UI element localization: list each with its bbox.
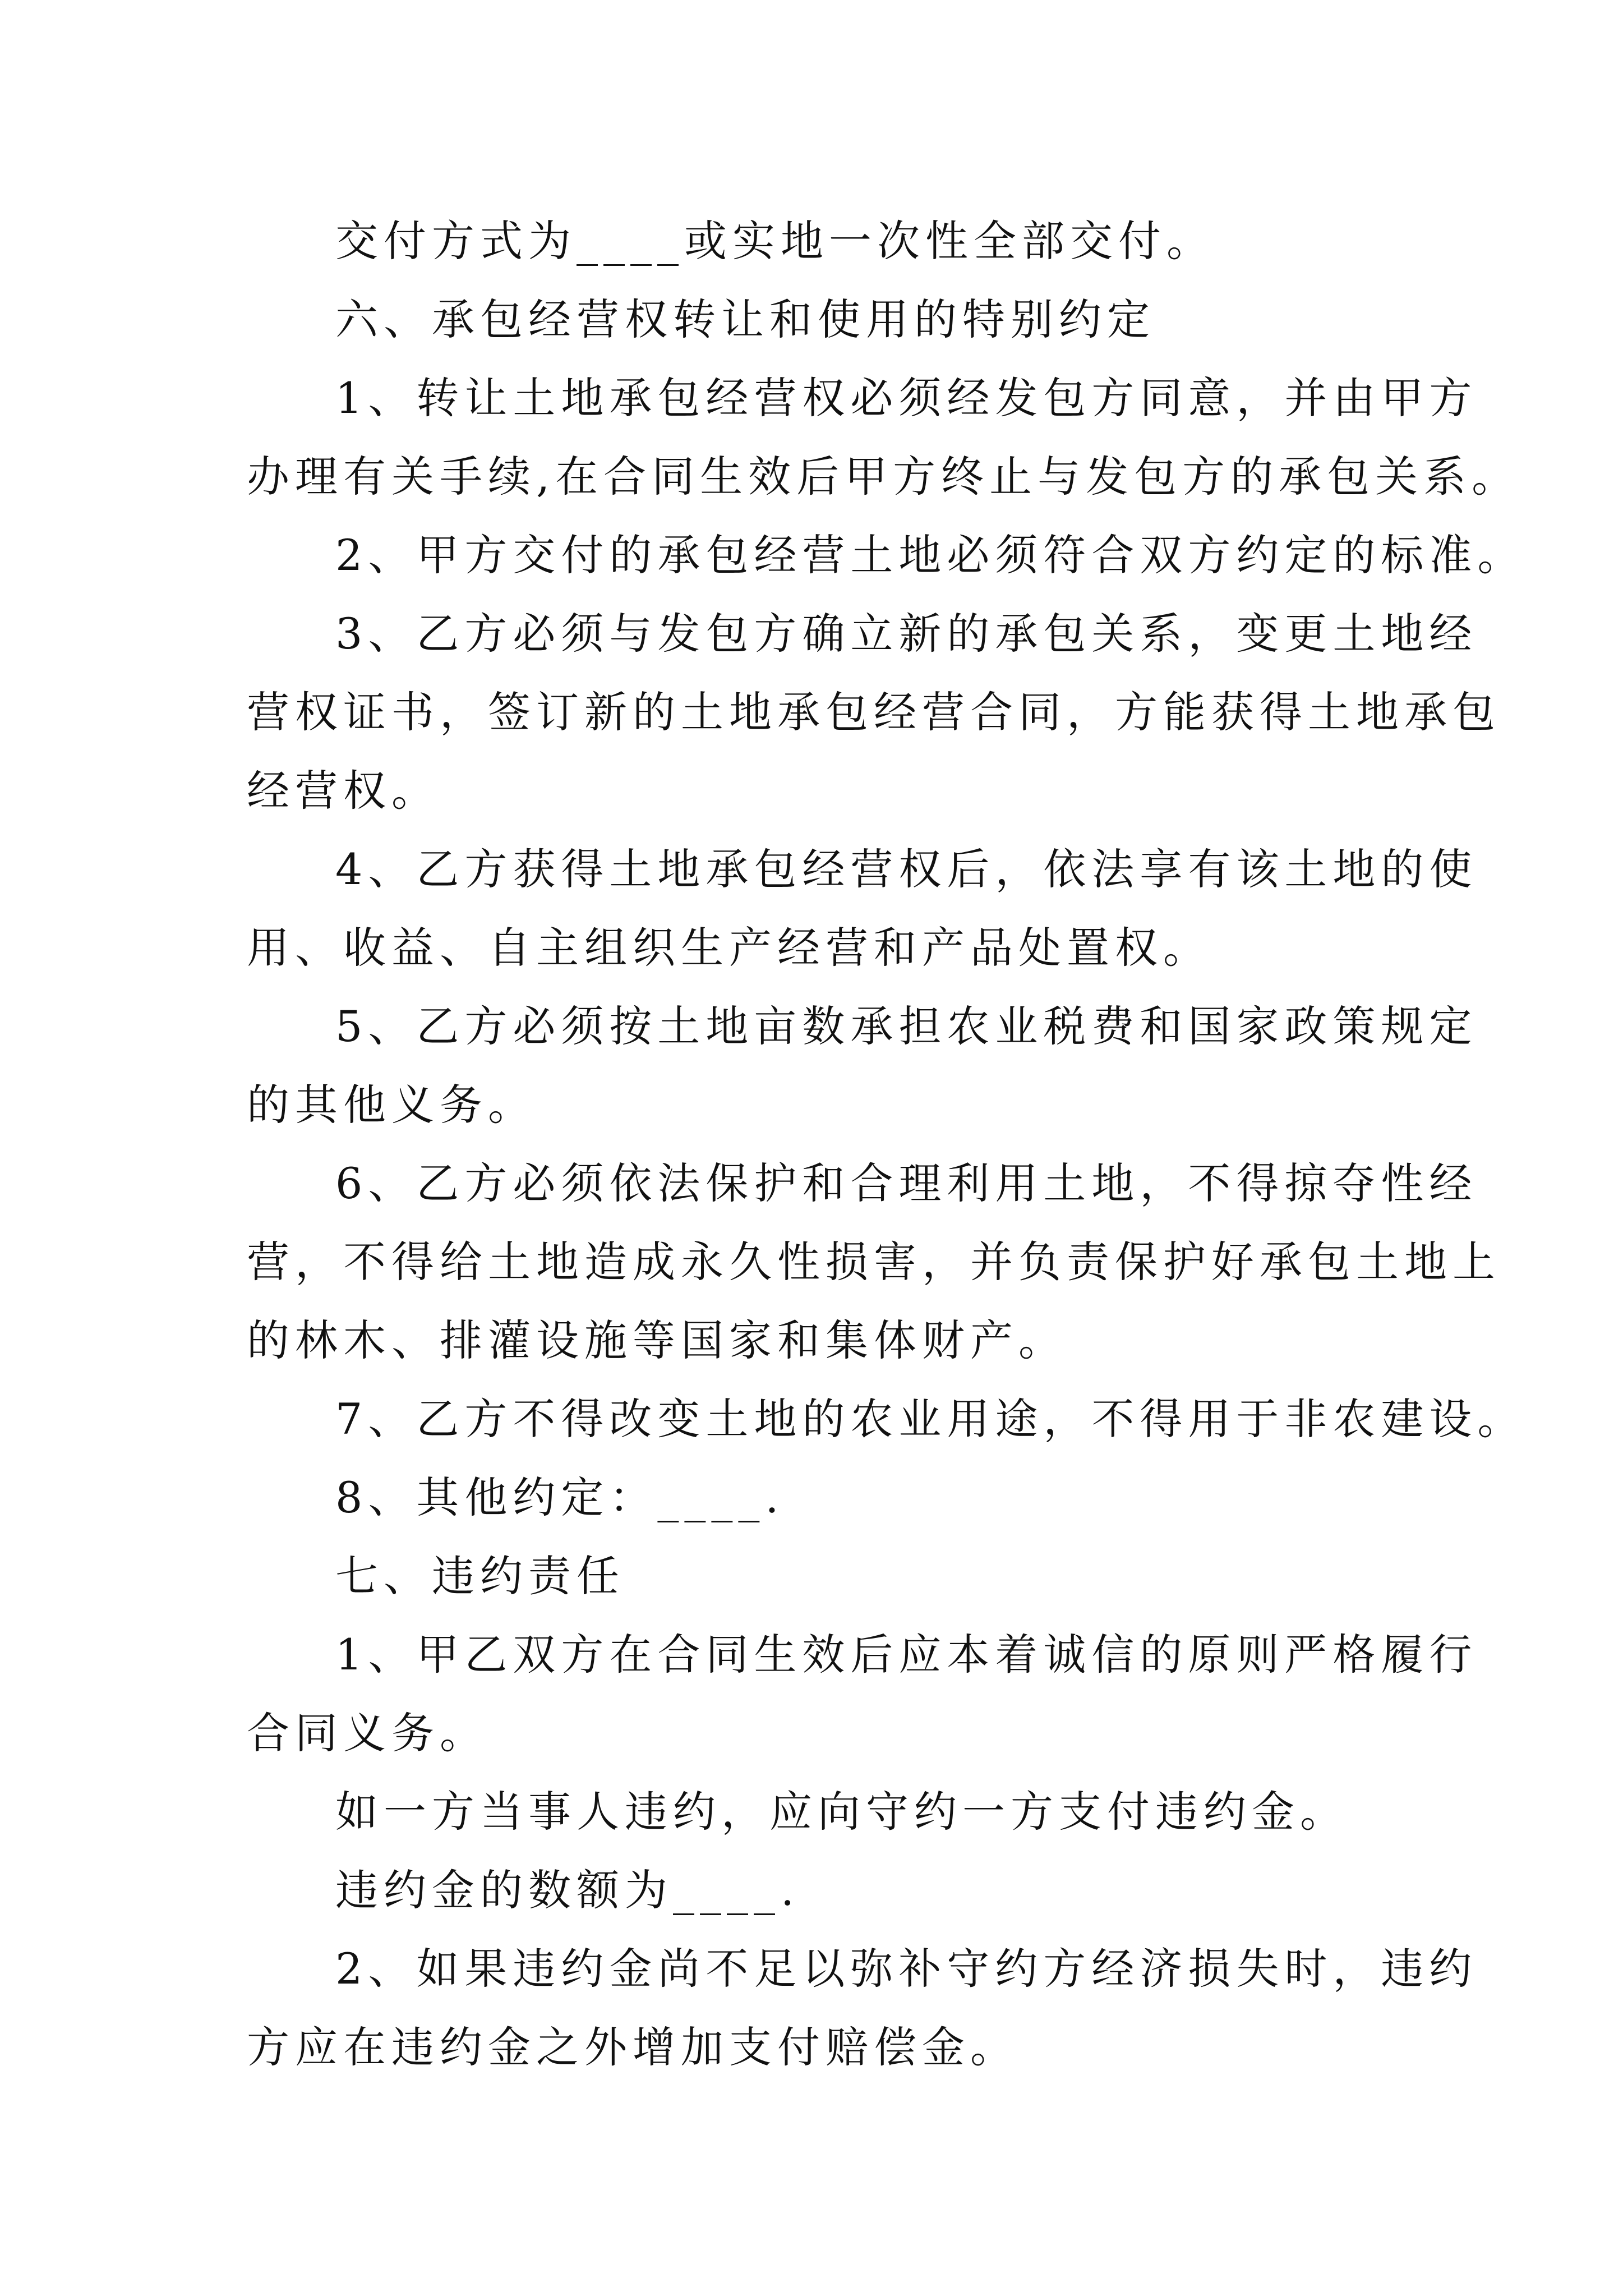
section-heading: 七、违约责任	[335, 1551, 625, 1601]
text-line: 用、收益、自主组织生产经营和产品处置权。	[247, 923, 1211, 973]
text-line: 如一方当事人违约，应向守约一方支付违约金。	[335, 1787, 1348, 1837]
text-line: 6、乙方必须依法保护和合理利用土地，不得掠夺性经	[335, 1158, 1478, 1208]
text-line: 的其他义务。	[247, 1080, 536, 1130]
text-line: 1、甲乙双方在合同生效后应本着诚信的原则严格履行	[335, 1630, 1478, 1680]
text-line: 1、转让土地承包经营权必须经发包方同意，并由甲方	[335, 373, 1478, 423]
text-line: 营权证书，签订新的土地承包经营合同，方能获得土地承包	[247, 687, 1501, 737]
text-line: 3、乙方必须与发包方确立新的承包关系，变更土地经	[335, 609, 1478, 659]
text-line: 违约金的数额为____.	[335, 1865, 800, 1915]
text-line: 4、乙方获得土地承包经营权后，依法享有该土地的使	[335, 844, 1478, 894]
text-line: 8、其他约定：____.	[335, 1473, 785, 1522]
text-line: 2、甲方交付的承包经营土地必须符合双方约定的标准。	[335, 530, 1526, 580]
text-line: 5、乙方必须按土地亩数承担农业税费和国家政策规定	[335, 1001, 1478, 1051]
text-line: 合同义务。	[247, 1708, 488, 1758]
section-heading: 六、承包经营权转让和使用的特别约定	[335, 295, 1155, 344]
text-line: 2、如果违约金尚不足以弥补守约方经济损失时，违约	[335, 1944, 1478, 1994]
text-line: 营，不得给土地造成永久性损害，并负责保护好承包土地上	[247, 1237, 1501, 1287]
text-line: 的林木、排灌设施等国家和集体财产。	[247, 1315, 1067, 1365]
text-line: 经营权。	[247, 766, 440, 816]
text-line: 方应在违约金之外增加支付赔偿金。	[247, 2022, 1018, 2072]
text-line: 办理有关手续,在合同生效后甲方终止与发包方的承包关系。	[247, 452, 1520, 501]
text-line: 交付方式为____或实地一次性全部交付。	[335, 216, 1215, 266]
text-line: 7、乙方不得改变土地的农业用途，不得用于非农建设。	[335, 1394, 1526, 1444]
